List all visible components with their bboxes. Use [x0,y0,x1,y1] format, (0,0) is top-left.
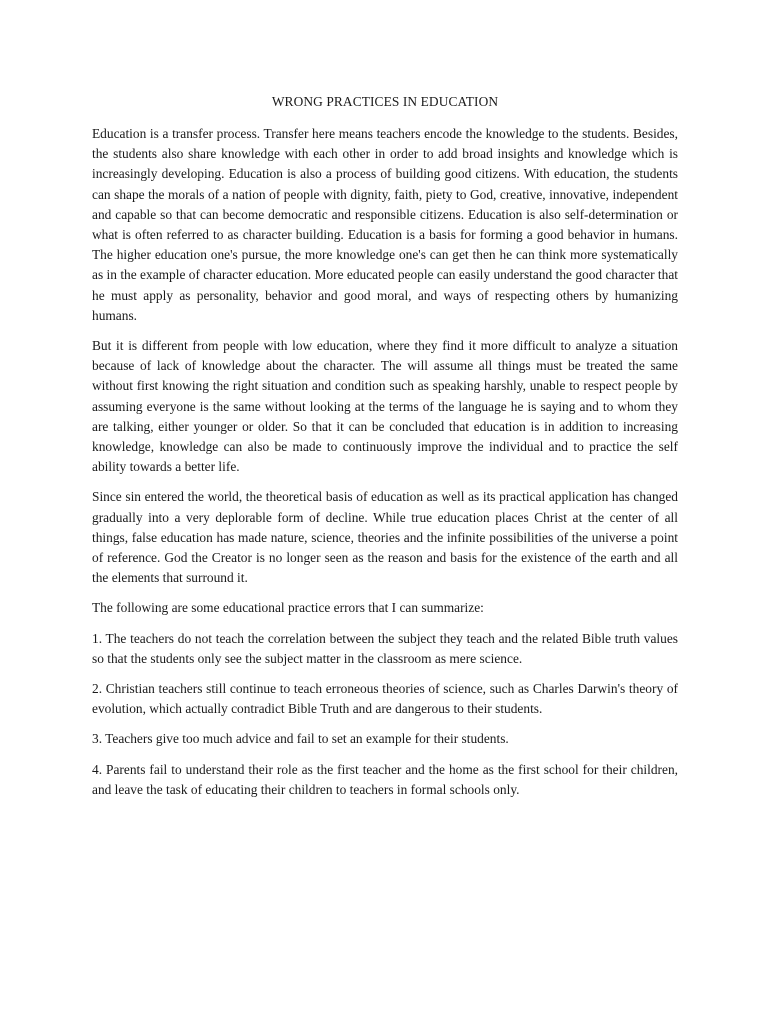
paragraph-low-education: But it is different from people with low education, where they find it more difficult to analyze a situation because of lack of knowledge about the character. The will assume all things must be treated the same without first knowing the right situation and condition such as speaking harshly, unable to respect people by assuming everyone is the same without looking at the terms of the language he is saying and to whom they are talking, either younger or older. So that it can be concluded that education is in addition to increasing knowledge, knowledge can also be made to continuously improve the individual and to practice the self ability towards a better life. [92,338,678,475]
list-item-4: 4. Parents fail to understand their role as the first teacher and the home as the first school for their children, and leave the task of educating their children to teachers in formal schools only. [92,761,678,797]
list-item-3: 3. Teachers give too much advice and fail to set an example for their students. [92,731,509,747]
paragraph-sin-entered: Since sin entered the world, the theoretical basis of education as well as its practical application has changed gradually into a very deplorable form of decline. While true education places Christ at the center of all things, false education has made nature, science, theories and the infinite possibilities of the universe a point of reference. God the Creator is no longer seen as the reason and basis for the existence of the earth and all the elements that surround it. [92,489,678,586]
list-item-2: 2. Christian teachers still continue to teach erroneous theories of science, such as Charles Darwin's theory of evolution, which actually contradict Bible Truth and are dangerous to their students. [92,681,678,717]
list-item-1: 1. The teachers do not teach the correlation between the subject they teach and the related Bible truth values so that the students only see the subject matter in the classroom as mere science. [92,630,678,666]
paragraph-intro: Education is a transfer process. Transfer here means teachers encode the knowledge to the students. Besides, the students also share knowledge with each other in order to add broad insights and knowledge which is increasingly developing. Education is also a process of building good citizens. With education, the students can shape the morals of a nation of people with dignity, faith, piety to God, creative, innovative, independent and capable so that can become democratic and responsible citizens. Education is also self-determination or what is often referred to as character building. Education is a basis for forming a good behavior in humans. The higher education one's pursue, the more knowledge one's can get then he can think more systematically as in the example of character education. More educated people can easily understand the good character that he must apply as personality, behavior and good moral, and ways of respecting others by humanizing humans. [92,126,678,323]
paragraph-list-intro: The following are some educational practice errors that I can summarize: [92,600,484,616]
document-title: WRONG PRACTICES IN EDUCATION [271,94,499,109]
document-page [92,92,678,810]
